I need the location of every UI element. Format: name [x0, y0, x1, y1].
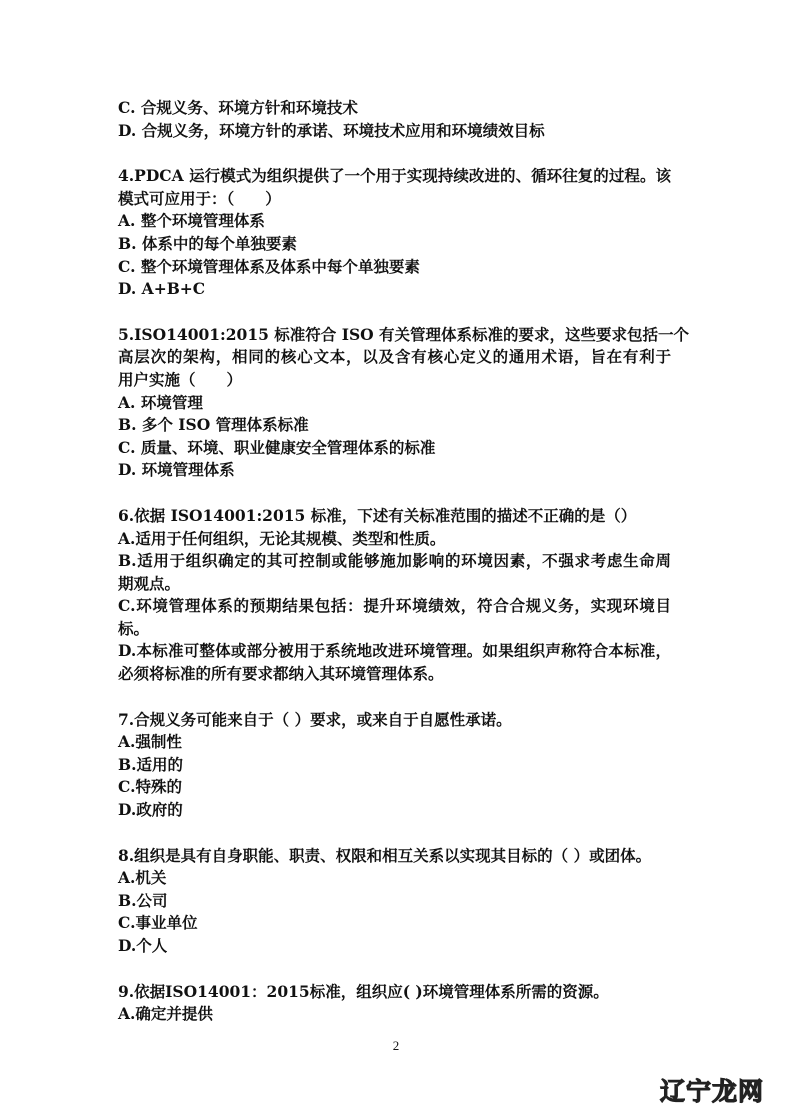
text-line: A.确定并提供 [118, 1004, 213, 1024]
text-line: C.特殊的 [118, 777, 182, 797]
watermark-part1: 辽宁 [660, 1077, 713, 1106]
text-line: B.适用于组织确定的其可控制或能够施加影响的环境因素，不强求考虑生命周 [118, 551, 671, 571]
question-block [118, 981, 671, 1026]
document-body [118, 97, 690, 1026]
question-block [118, 165, 671, 301]
text-line: A.机关 [118, 868, 167, 888]
text-line: D.政府的 [118, 800, 183, 820]
watermark-logo [660, 1072, 764, 1108]
text-line: B. 体系中的每个单独要素 [118, 233, 297, 253]
text-line: D.本标准可整体或部分被用于系统地改进环境管理。如果组织声称符合本标准， [118, 641, 671, 661]
text-line: 高层次的架构，相同的核心文本，以及含有核心定义的通用术语，旨在有利于 [118, 347, 671, 367]
text-line: 5.ISO14001:2015 标准符合 ISO 有关管理体系标准的要求，这些要求包括一个 [118, 324, 690, 344]
text-line: C. 质量、环境、职业健康安全管理体系的标准 [118, 437, 436, 457]
text-line: 8.组织是具有自身职能、职责、权限和相互关系以实现其目标的（ ）或团体。 [118, 845, 652, 865]
text-line: D.个人 [118, 936, 168, 955]
text-line: 模式可应用于：（ ） [118, 188, 281, 208]
text-line: A. 整个环境管理体系 [118, 211, 265, 231]
text-line: B.公司 [118, 890, 168, 910]
text-line: D. 合规义务，环境方针的承诺、环境技术应用和环境绩效目标 [118, 120, 545, 140]
text-line: 9.依据ISO14001：2015标准，组织应( )环境管理体系所需的资源。 [118, 981, 609, 1001]
text-line: 7.合规义务可能来自于（ ）要求，或来自于自愿性承诺。 [118, 709, 512, 729]
text-line: A.适用于任何组织，无论其规模、类型和性质。 [118, 528, 446, 548]
text-line: D. 环境管理体系 [118, 460, 235, 480]
text-line: 标。 [118, 618, 150, 638]
text-line: D. A+B+C [118, 279, 206, 299]
text-line: A.强制性 [118, 732, 182, 752]
question-block [118, 845, 671, 958]
question-block [118, 97, 671, 142]
text-line: C.环境管理体系的预期结果包括：提升环境绩效，符合合规义务，实现环境目 [118, 596, 671, 616]
text-line: C. 整个环境管理体系及体系中每个单独要素 [118, 256, 420, 276]
text-line: 4.PDCA 运行模式为组织提供了一个用于实现持续改进的、循环往复的过程。该 [118, 166, 671, 186]
text-line: B.适用的 [118, 754, 183, 774]
text-line: 必须将标准的所有要求都纳入其环境管理体系。 [118, 664, 444, 684]
text-line: 用户实施（ ） [118, 369, 243, 389]
text-line: 6.依据 ISO14001:2015 标准，下述有关标准范围的描述不正确的是（） [118, 505, 637, 525]
text-line: A. 环境管理 [118, 392, 203, 412]
text-line: C.事业单位 [118, 913, 198, 933]
question-block [118, 505, 671, 686]
question-block [118, 709, 671, 822]
watermark-part2: 龙网 [712, 1077, 765, 1106]
text-line: C. 合规义务、环境方针和环境技术 [118, 98, 358, 117]
question-block [118, 324, 690, 482]
page-number: 2 [392, 1038, 400, 1053]
text-line: 期观点。 [118, 573, 181, 593]
text-line: B. 多个 ISO 管理体系标准 [118, 415, 309, 435]
